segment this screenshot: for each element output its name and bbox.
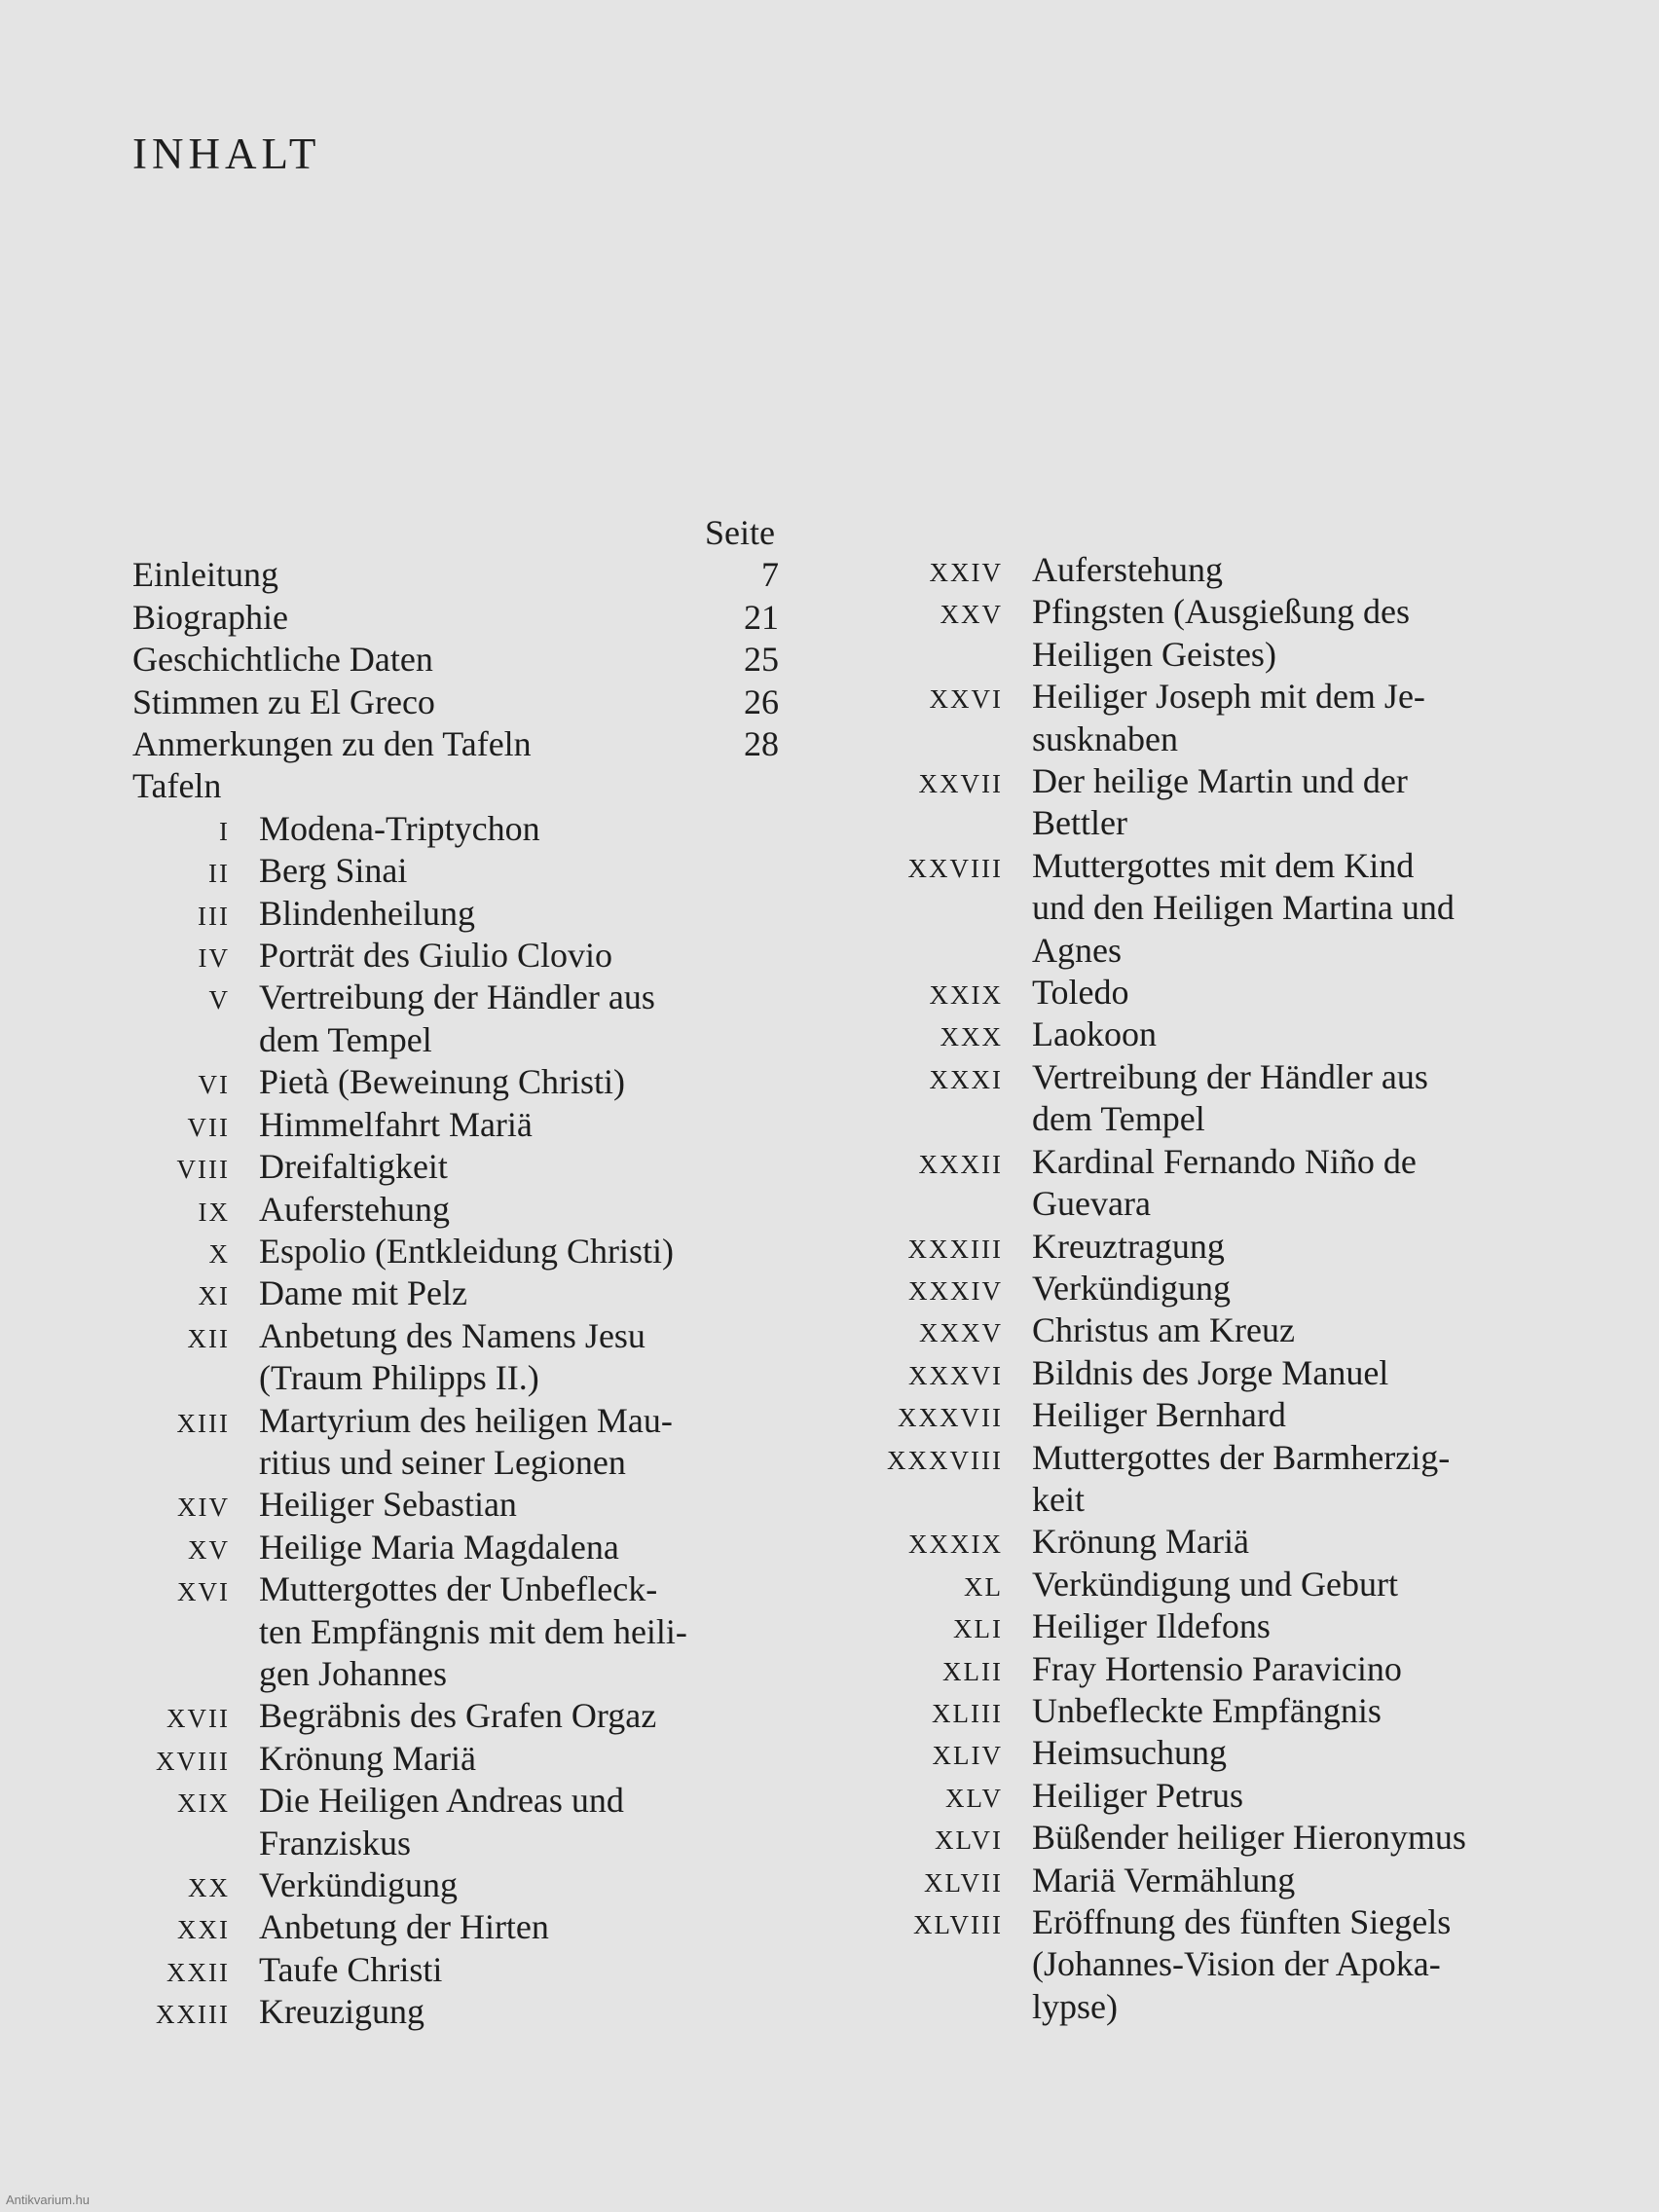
plate-title	[1032, 1690, 1523, 1732]
plate-title-line: Vertreibung der Händler aus	[259, 977, 655, 1017]
plate-title	[259, 1231, 779, 1272]
toc-entry-title: Biographie	[132, 597, 288, 637]
plate-title	[1032, 1564, 1523, 1605]
plate-entry	[857, 760, 1523, 845]
plate-entry	[132, 893, 779, 935]
plate-number: XLV	[944, 1783, 1003, 1813]
plate-title-line: ritius und seiner Legionen	[259, 1442, 626, 1482]
plate-title-line: Bettler	[1032, 803, 1127, 843]
plate-title	[259, 808, 779, 850]
plate-title-line: Verkündigung	[1032, 1268, 1231, 1308]
plate-title-line: Verkündigung	[259, 1865, 458, 1904]
plate-number: XIX	[177, 1788, 230, 1819]
plate-number: XLVII	[924, 1867, 1003, 1898]
plate-entry	[857, 1014, 1523, 1055]
plate-title	[259, 1949, 779, 1991]
plate-entry	[857, 1141, 1523, 1226]
plate-number: XLVIII	[913, 1910, 1003, 1939]
plate-number: XXI	[177, 1915, 230, 1945]
watermark: Antikvarium.hu	[6, 2193, 90, 2207]
plate-title-line: Büßender heiliger Hieronymus	[1032, 1818, 1466, 1858]
plate-title-line: Franziskus	[259, 1823, 411, 1862]
plate-number: II	[208, 859, 230, 889]
plate-entry	[857, 1268, 1523, 1309]
plate-entry	[857, 1817, 1523, 1859]
plate-title	[1032, 1056, 1523, 1141]
plate-title	[1032, 676, 1523, 760]
plate-title	[1032, 1860, 1523, 1901]
toc-entry-title: Geschichtliche Daten	[132, 640, 433, 680]
plate-number: XL	[964, 1571, 1003, 1602]
plate-title	[259, 1061, 779, 1103]
plate-title-line: Heiliger Bernhard	[1032, 1395, 1286, 1435]
plate-entry	[857, 1056, 1523, 1141]
plate-title	[1032, 1226, 1523, 1268]
plate-number: XXX	[940, 1022, 1003, 1052]
plate-entry	[857, 1648, 1523, 1690]
plate-number: I	[219, 816, 230, 846]
plate-title-line: Blindenheilung	[259, 893, 475, 933]
plate-number: XXXI	[929, 1064, 1003, 1094]
toc-entry-page: 26	[744, 682, 779, 721]
plate-title-line: Guevara	[1032, 1184, 1151, 1224]
plate-title-line: Fray Hortensio Paravicino	[1032, 1648, 1402, 1688]
plate-entry	[132, 1400, 779, 1485]
toc-entry-page: 25	[744, 640, 779, 680]
plate-title-line: Begräbnis des Grafen Orgaz	[259, 1696, 657, 1736]
plate-title-line: susknaben	[1032, 719, 1178, 758]
plate-number: XXIV	[929, 558, 1003, 587]
plate-entry	[132, 1780, 779, 1864]
tafeln-label: Tafeln	[132, 766, 222, 806]
plate-title	[259, 1864, 779, 1906]
plate-entry	[132, 977, 779, 1061]
plate-title	[1032, 1394, 1523, 1436]
plate-title-line: Porträt des Giulio Clovio	[259, 936, 612, 976]
plate-title	[259, 1695, 779, 1737]
plate-number: XXXVI	[908, 1360, 1003, 1390]
plate-title	[1032, 1014, 1523, 1055]
plate-number: XLI	[953, 1614, 1003, 1644]
plate-title	[1032, 845, 1523, 972]
plate-entry	[132, 1527, 779, 1568]
plate-number: IX	[198, 1197, 230, 1227]
plate-title-line: (Traum Philipps II.)	[259, 1358, 539, 1398]
plate-title-line: Modena-Triptychon	[259, 808, 540, 848]
plate-entry	[857, 591, 1523, 676]
plate-number: XVI	[177, 1577, 230, 1607]
plate-title-line: Dame mit Pelz	[259, 1273, 467, 1313]
plates-list-right	[857, 549, 1523, 2028]
plate-title-line: Laokoon	[1032, 1014, 1157, 1054]
plate-title	[1032, 760, 1523, 845]
plate-entry	[132, 1484, 779, 1526]
plate-title-line: Heimsuchung	[1032, 1733, 1227, 1773]
plate-entry	[857, 1309, 1523, 1351]
plate-number: XXXIX	[908, 1530, 1003, 1560]
plate-number: XIII	[176, 1408, 230, 1438]
toc-entry-page: 7	[761, 555, 779, 595]
plate-entry	[857, 1901, 1523, 2028]
plate-title-line: Auferstehung	[259, 1189, 450, 1229]
plate-entry	[857, 1860, 1523, 1901]
plate-title-line: Heiliger Joseph mit dem Je-	[1032, 677, 1425, 717]
plate-entry	[857, 676, 1523, 760]
plate-entry	[132, 1906, 779, 1948]
page-title: INHALT	[132, 129, 321, 178]
plate-title-line: Heilige Maria Magdalena	[259, 1527, 619, 1567]
plate-entry	[857, 1394, 1523, 1436]
front-matter-list	[132, 554, 779, 765]
plate-number: XXV	[940, 600, 1003, 630]
plate-entry	[132, 1146, 779, 1188]
plate-title-line: Espolio (Entkleidung Christi)	[259, 1231, 674, 1271]
plate-number: XXXII	[918, 1149, 1003, 1179]
plate-number: XV	[188, 1534, 230, 1565]
plate-number: VII	[187, 1112, 230, 1142]
plate-entry	[857, 1564, 1523, 1605]
toc-entry-title: Einleitung	[132, 555, 278, 595]
plate-title-line: Christus am Kreuz	[1032, 1310, 1295, 1350]
plate-title-line: Heiligen Geistes)	[1032, 634, 1276, 674]
plate-title-line: Pietà (Beweinung Christi)	[259, 1062, 625, 1102]
plate-title	[1032, 1605, 1523, 1647]
plate-entry	[132, 1231, 779, 1272]
plate-title-line: dem Tempel	[259, 1019, 432, 1059]
plate-number: VI	[198, 1070, 230, 1100]
plate-title-line: Kreuztragung	[1032, 1226, 1225, 1266]
plate-number: XLVI	[934, 1825, 1003, 1856]
plate-title-line: Dreifaltigkeit	[259, 1147, 448, 1187]
toc-entry-page: 28	[744, 724, 779, 764]
plates-list-left	[132, 808, 779, 2034]
plate-title-line: Heiliger Ildefons	[1032, 1606, 1271, 1646]
plate-number: III	[198, 901, 230, 931]
plate-entry	[132, 1991, 779, 2033]
plate-entry	[857, 1690, 1523, 1732]
plate-title-line: Der heilige Martin und der	[1032, 761, 1408, 801]
toc-entry	[132, 597, 779, 639]
plate-title	[259, 1272, 779, 1314]
plate-title-line: Unbefleckte Empfängnis	[1032, 1690, 1382, 1730]
plate-title-line: Taufe Christi	[259, 1949, 443, 1989]
plate-number: XXIX	[929, 980, 1003, 1011]
plate-entry	[857, 1775, 1523, 1817]
plate-number: XXXVIII	[887, 1445, 1003, 1475]
plate-title-line: Krönung Mariä	[1032, 1522, 1249, 1562]
plate-title	[1032, 1268, 1523, 1309]
plate-title-line: Kreuzigung	[259, 1992, 424, 2032]
plate-title	[259, 1104, 779, 1146]
toc-entry	[132, 554, 779, 596]
plate-number: XI	[198, 1281, 230, 1311]
plate-number: XLII	[942, 1656, 1003, 1686]
plate-title-line: Bildnis des Jorge Manuel	[1032, 1352, 1389, 1392]
plate-entry	[857, 1521, 1523, 1563]
plate-entry	[132, 1315, 779, 1400]
plate-entry	[132, 1061, 779, 1103]
plate-title	[1032, 1901, 1523, 2028]
plate-title	[1032, 591, 1523, 676]
plate-title-line: Martyrium des heiligen Mau-	[259, 1400, 673, 1440]
plate-title-line: Toledo	[1032, 973, 1129, 1013]
plate-title-line: Berg Sinai	[259, 851, 408, 891]
plate-number: XVIII	[156, 1746, 230, 1776]
plate-title	[259, 893, 779, 935]
plate-entry	[132, 1272, 779, 1314]
plate-number: XVII	[166, 1704, 230, 1734]
plate-title-line: Heiliger Sebastian	[259, 1485, 517, 1525]
plate-title-line: lypse)	[1032, 1986, 1118, 2026]
plate-entry	[132, 1695, 779, 1737]
plate-number: XXIII	[156, 2000, 230, 2030]
plate-title-line: Muttergottes der Barmherzig-	[1032, 1437, 1451, 1477]
plate-title-line: Kardinal Fernando Niño de	[1032, 1141, 1417, 1181]
plate-title-line: dem Tempel	[1032, 1099, 1205, 1139]
plate-number: XLIV	[932, 1741, 1003, 1771]
plate-title	[259, 1146, 779, 1188]
plate-title-line: und den Heiligen Martina und	[1032, 888, 1455, 928]
plate-number: IV	[198, 943, 230, 974]
plate-number: VIII	[176, 1155, 230, 1185]
plate-entry	[857, 972, 1523, 1014]
plate-title-line: Heiliger Petrus	[1032, 1775, 1243, 1815]
plate-title	[1032, 1352, 1523, 1394]
plate-title-line: Auferstehung	[1032, 550, 1223, 589]
plate-entry	[132, 808, 779, 850]
plate-number: XII	[187, 1323, 230, 1353]
plate-title	[1032, 1817, 1523, 1859]
plate-entry	[857, 1437, 1523, 1522]
seite-label: Seite	[705, 513, 775, 552]
plate-entry	[132, 1189, 779, 1231]
plate-title-line: Anbetung der Hirten	[259, 1907, 549, 1947]
toc-entry	[132, 723, 779, 765]
plate-title	[1032, 1648, 1523, 1690]
plate-title	[259, 1568, 779, 1695]
plate-title-line: Muttergottes der Unbefleck-	[259, 1569, 658, 1609]
plate-title-line: Die Heiligen Andreas und	[259, 1781, 624, 1821]
plate-title	[1032, 972, 1523, 1014]
plate-title	[259, 1906, 779, 1948]
plate-entry	[132, 1949, 779, 1991]
plate-title-line: Krönung Mariä	[259, 1738, 476, 1778]
plate-title	[1032, 1309, 1523, 1351]
plate-number: XXII	[166, 1957, 230, 1987]
toc-left-column	[132, 512, 779, 2034]
plate-number: XXVI	[929, 684, 1003, 715]
plate-title-line: Himmelfahrt Mariä	[259, 1104, 533, 1144]
plate-number: XXXVII	[898, 1403, 1003, 1433]
plate-entry	[132, 850, 779, 892]
plate-title	[1032, 1732, 1523, 1774]
toc-entry-page: 21	[744, 597, 779, 637]
plate-number: XLIII	[932, 1698, 1003, 1728]
plate-title	[1032, 1521, 1523, 1563]
plate-number: X	[208, 1238, 230, 1269]
plate-title	[1032, 1141, 1523, 1226]
plate-title-line: Pfingsten (Ausgießung des	[1032, 592, 1410, 632]
plate-number: XIV	[177, 1493, 230, 1523]
plate-entry	[857, 1605, 1523, 1647]
plate-title	[1032, 1437, 1523, 1522]
toc-entry-title: Stimmen zu El Greco	[132, 682, 435, 721]
plate-title	[259, 1484, 779, 1526]
plate-entry	[857, 845, 1523, 972]
toc-entry-title: Anmerkungen zu den Tafeln	[132, 724, 532, 764]
plate-entry	[857, 1226, 1523, 1268]
plate-number: XXVII	[918, 769, 1003, 799]
plate-number: XXXV	[919, 1318, 1003, 1348]
plate-title	[259, 935, 779, 977]
plate-title-line: Verkündigung und Geburt	[1032, 1564, 1398, 1604]
plate-title-line: Muttergottes mit dem Kind	[1032, 845, 1415, 885]
plate-entry	[857, 1352, 1523, 1394]
plate-title	[259, 1400, 779, 1485]
plate-entry	[857, 1732, 1523, 1774]
plate-title	[1032, 549, 1523, 591]
plate-title	[1032, 1775, 1523, 1817]
plate-title	[259, 1780, 779, 1864]
toc-entry	[132, 682, 779, 723]
plate-title-line: keit	[1032, 1479, 1085, 1519]
plate-title-line: ten Empfängnis mit dem heili-	[259, 1611, 687, 1651]
plate-title-line: Anbetung des Namens Jesu	[259, 1315, 645, 1355]
plate-number: XXXIV	[908, 1275, 1003, 1306]
plate-title-line: Vertreibung der Händler aus	[1032, 1056, 1428, 1096]
plate-title-line: (Johannes-Vision der Apoka-	[1032, 1944, 1441, 1984]
plate-title-line: gen Johannes	[259, 1653, 447, 1693]
plate-title	[259, 1527, 779, 1568]
plate-number: XXXIII	[907, 1234, 1003, 1264]
plate-title	[259, 1991, 779, 2033]
plate-entry	[132, 1104, 779, 1146]
plate-title-line: Eröffnung des fünften Siegels	[1032, 1902, 1452, 1941]
toc-entry	[132, 639, 779, 681]
plate-title-line: Mariä Vermählung	[1032, 1860, 1296, 1899]
plate-title	[259, 1189, 779, 1231]
plate-entry	[132, 1864, 779, 1906]
plate-entry	[132, 1568, 779, 1695]
plate-title	[259, 1315, 779, 1400]
plate-entry	[132, 935, 779, 977]
plate-number: XXVIII	[907, 853, 1003, 883]
plate-title	[259, 977, 779, 1061]
plate-number: V	[208, 985, 230, 1015]
plate-number: XX	[188, 1873, 230, 1902]
toc-right-column	[857, 549, 1523, 2028]
plate-entry	[132, 1738, 779, 1780]
plate-entry	[857, 549, 1523, 591]
plate-title	[259, 850, 779, 892]
plate-title-line: Agnes	[1032, 930, 1122, 970]
plate-title	[259, 1738, 779, 1780]
